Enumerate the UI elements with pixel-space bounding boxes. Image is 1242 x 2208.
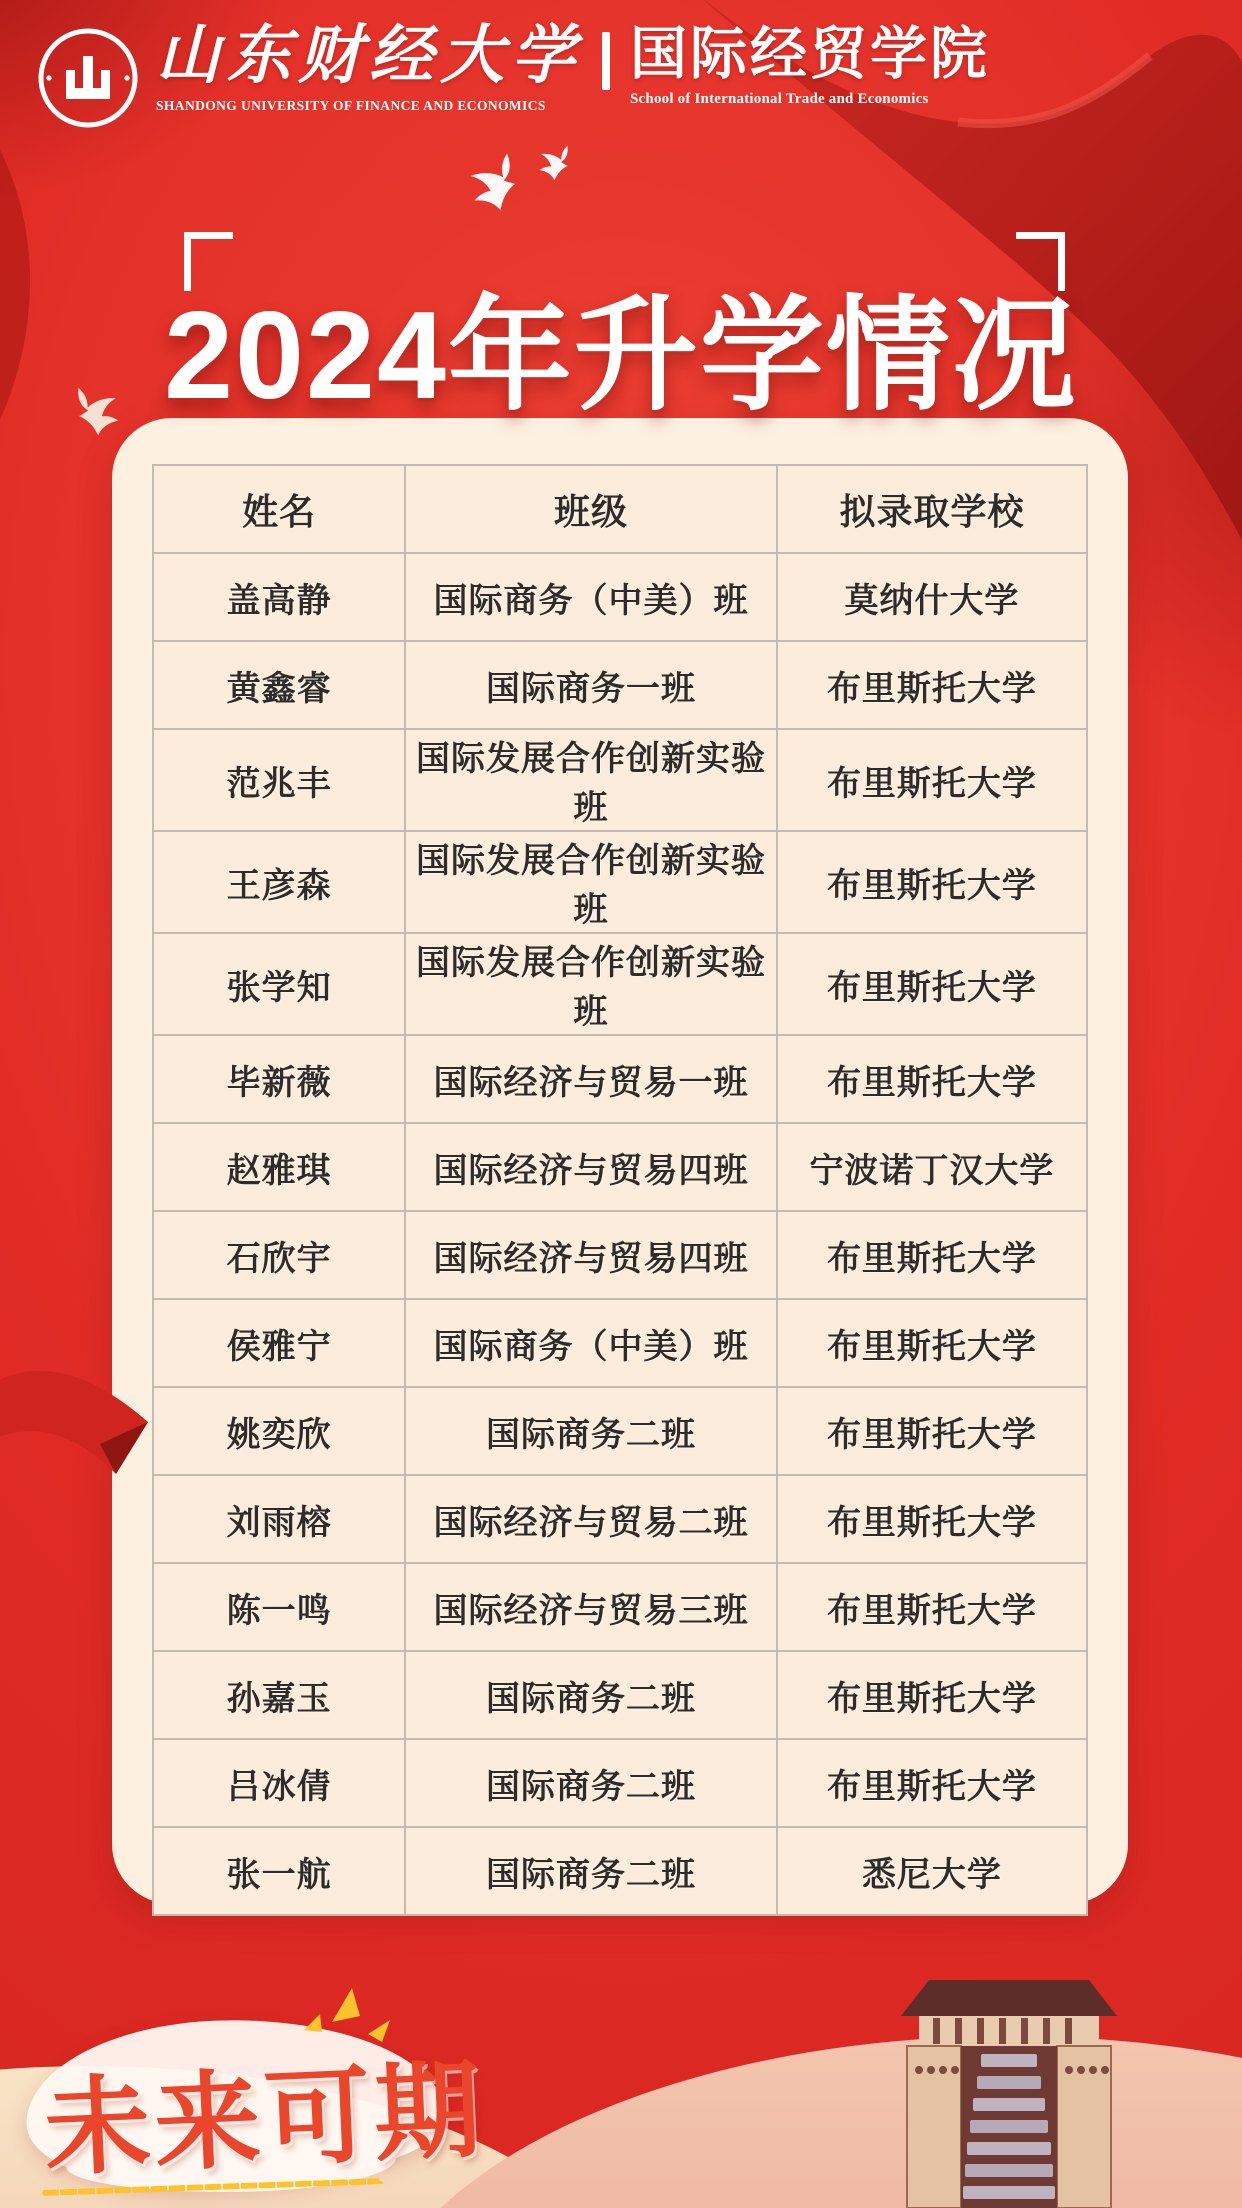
table-cell: 国际商务（中美）班	[405, 553, 777, 641]
table-row	[153, 1563, 1087, 1651]
table-header-row	[153, 465, 1087, 553]
table-row	[153, 553, 1087, 641]
table-row	[153, 1827, 1087, 1915]
university-name-en: SHANDONG UNIVERSITY OF FINANCE AND ECONOMICS	[156, 97, 546, 113]
table-row	[153, 1123, 1087, 1211]
table-cell: 布里斯托大学	[777, 1563, 1087, 1651]
table-cell: 毕新薇	[153, 1035, 405, 1123]
table-cell: 石欣宇	[153, 1211, 405, 1299]
table-row	[153, 729, 1087, 831]
table-cell: 范兆丰	[153, 729, 405, 831]
table-cell: 孙嘉玉	[153, 1651, 405, 1739]
table-header-cell: 姓名	[153, 465, 405, 553]
table-cell: 布里斯托大学	[777, 729, 1087, 831]
table-cell: 姚奕欣	[153, 1387, 405, 1475]
table-cell: 宁波诺丁汉大学	[777, 1123, 1087, 1211]
table-cell: 国际经济与贸易四班	[405, 1123, 777, 1211]
school-name-en: School of International Trade and Economics	[630, 90, 929, 107]
table-cell: 刘雨榕	[153, 1475, 405, 1563]
table-cell: 王彦森	[153, 831, 405, 933]
table-cell: 黄鑫睿	[153, 641, 405, 729]
table-cell: 国际商务（中美）班	[405, 1299, 777, 1387]
table-cell: 国际发展合作创新实验班	[405, 831, 777, 933]
table-cell: 悉尼大学	[777, 1827, 1087, 1915]
admissions-card	[112, 418, 1128, 1904]
table-cell: 布里斯托大学	[777, 831, 1087, 933]
header-divider	[602, 32, 610, 90]
table-header-cell: 班级	[405, 465, 777, 553]
campus-gate-building-illustration	[893, 1970, 1125, 2208]
admissions-table	[152, 464, 1088, 1916]
table-cell: 侯雅宁	[153, 1299, 405, 1387]
table-row	[153, 933, 1087, 1035]
table-row	[153, 1299, 1087, 1387]
page-title: 2024年升学情况	[164, 287, 1078, 425]
ribbon-decoration-left	[0, 1340, 178, 1510]
dove-icon	[459, 149, 527, 217]
table-cell: 布里斯托大学	[777, 1299, 1087, 1387]
table-cell: 张学知	[153, 933, 405, 1035]
table-cell: 国际商务二班	[405, 1387, 777, 1475]
table-cell: 国际经济与贸易二班	[405, 1475, 777, 1563]
brand-block	[156, 18, 990, 114]
slogan-text: 未来可期	[42, 2051, 487, 2189]
table-row	[153, 1387, 1087, 1475]
table-cell: 国际发展合作创新实验班	[405, 933, 777, 1035]
table-cell: 国际发展合作创新实验班	[405, 729, 777, 831]
table-cell: 盖高静	[153, 553, 405, 641]
table-cell: 吕冰倩	[153, 1739, 405, 1827]
table-cell: 张一航	[153, 1827, 405, 1915]
school-name: 国际经贸学院	[630, 22, 990, 86]
table-cell: 国际商务二班	[405, 1827, 777, 1915]
university-seal-icon	[36, 26, 140, 130]
table-cell: 布里斯托大学	[777, 1387, 1087, 1475]
table-row	[153, 831, 1087, 933]
table-cell: 布里斯托大学	[777, 641, 1087, 729]
table-cell: 国际商务二班	[405, 1651, 777, 1739]
table-cell: 陈一鸣	[153, 1563, 405, 1651]
table-cell: 布里斯托大学	[777, 1739, 1087, 1827]
table-cell: 布里斯托大学	[777, 1211, 1087, 1299]
slogan-block	[26, 2002, 487, 2208]
table-cell: 国际经济与贸易三班	[405, 1563, 777, 1651]
table-cell: 布里斯托大学	[777, 1651, 1087, 1739]
table-row	[153, 1211, 1087, 1299]
table-row	[153, 1475, 1087, 1563]
table-row	[153, 1035, 1087, 1123]
table-cell: 国际经济与贸易四班	[405, 1211, 777, 1299]
table-cell: 赵雅琪	[153, 1123, 405, 1211]
table-cell: 布里斯托大学	[777, 1035, 1087, 1123]
table-cell: 国际商务一班	[405, 641, 777, 729]
table-row	[153, 1739, 1087, 1827]
table-cell: 国际经济与贸易一班	[405, 1035, 777, 1123]
dove-icon	[531, 139, 576, 184]
table-cell: 布里斯托大学	[777, 933, 1087, 1035]
table-cell: 莫纳什大学	[777, 553, 1087, 641]
table-row	[153, 641, 1087, 729]
table-cell: 布里斯托大学	[777, 1475, 1087, 1563]
university-name: 山东财经大学	[156, 18, 582, 93]
table-row	[153, 1651, 1087, 1739]
table-header-cell: 拟录取学校	[777, 465, 1087, 553]
table-cell: 国际商务二班	[405, 1739, 777, 1827]
